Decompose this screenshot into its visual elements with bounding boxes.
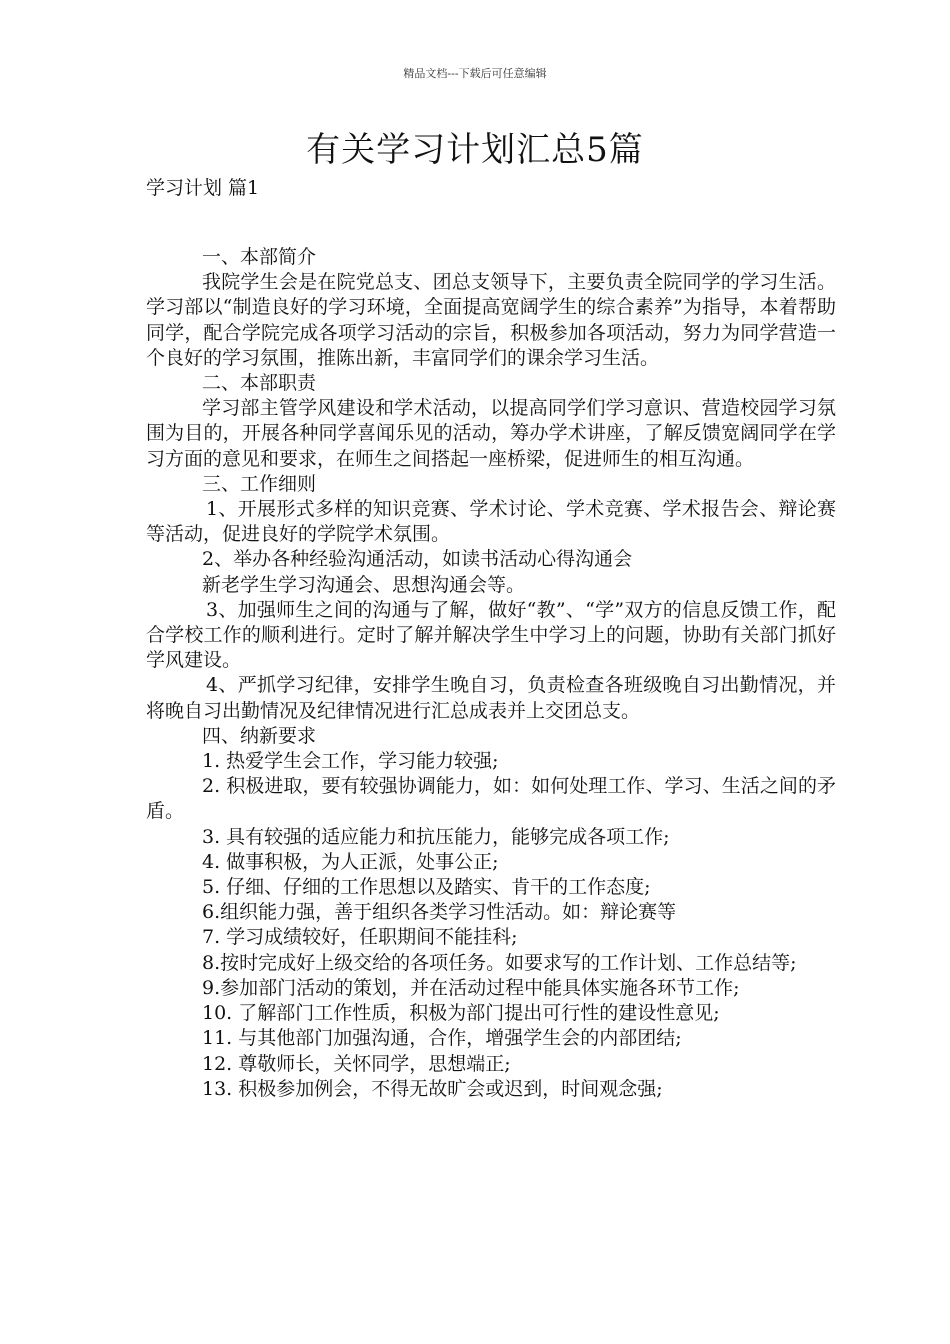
page-header-note: 精品文档---下载后可任意编辑	[403, 67, 547, 80]
list-item: 11. 与其他部门加强沟通，合作，增强学生会的内部团结;	[202, 1027, 682, 1050]
list-item: 4、严抓学习纪律，安排学生晚自习，负责检查各班级晚自习出勤情况，并将晚自习出勤情况及纪律情况进行汇总成表并上交团总支。	[146, 674, 836, 722]
list-item: 5. 仔细、仔细的工作思想以及踏实、肯干的工作态度;	[202, 876, 651, 899]
section-heading: 三、工作细则	[202, 472, 317, 495]
list-item: 10. 了解部门工作性质，积极为部门提出可行性的建设性意见;	[202, 1002, 720, 1025]
document-subtitle: 学习计划 篇1	[146, 177, 260, 199]
section-heading: 一、本部简介	[202, 246, 317, 268]
document-body	[146, 245, 836, 1102]
list-item: 9.参加部门活动的策划，并在活动过程中能具体实施各环节工作;	[202, 976, 740, 999]
list-item: 2、举办各种经验沟通活动，如读书活动心得沟通会	[202, 548, 633, 571]
list-item: 13. 积极参加例会，不得无故旷会或迟到，时间观念强;	[202, 1077, 663, 1100]
list-item: 1. 热爱学生会工作，学习能力较强;	[202, 750, 499, 773]
section-heading: 四、纳新要求	[202, 724, 317, 747]
section-heading: 二、本部职责	[202, 372, 317, 395]
list-item: 2. 积极进取，要有较强协调能力，如：如何处理工作、学习、生活之间的矛盾。	[146, 775, 836, 823]
list-item: 3. 具有较强的适应能力和抗压能力，能够完成各项工作;	[202, 825, 670, 848]
list-item: 8.按时完成好上级交给的各项任务。如要求写的工作计划、工作总结等;	[202, 951, 797, 974]
list-item: 新老学生学习沟通会、思想沟通会等。	[202, 573, 526, 596]
list-item: 7. 学习成绩较好，任职期间不能挂科;	[202, 926, 518, 949]
paragraph: 学习部主管学风建设和学术活动，以提高同学们学习意识、营造校园学习氛围为目的，开展各种同学喜闻乐见的活动，筹办学术讲座，了解反馈宽阔同学在学习方面的意见和要求，在师生之间搭起一座桥梁，促进师生的相互沟通。	[146, 397, 836, 470]
list-item: 1、开展形式多样的知识竞赛、学术讨论、学术竞赛、学术报告会、辩论赛等活动，促进良好的学院学术氛围。	[146, 498, 836, 546]
list-item: 3、加强师生之间的沟通与了解，做好“教”、“学”双方的信息反馈工作，配合学校工作的顺利进行。定时了解并解决学生中学习上的问题，协助有关部门抓好学风建设。	[146, 598, 836, 672]
list-item: 4. 做事积极，为人正派，处事公正;	[202, 850, 499, 873]
list-item: 6.组织能力强，善于组织各类学习性活动。如：辩论赛等	[202, 901, 677, 924]
list-item: 12. 尊敬师长，关怀同学，思想端正;	[202, 1052, 511, 1075]
paragraph: 我院学生会是在院党总支、团总支领导下，主要负责全院同学的学习生活。学习部以“制造良好的学习环境，全面提高宽阔学生的综合素养”为指导，本着帮助同学，配合学院完成各项学习活动的宗旨，积极参加各项活动，努力为同学营造一个良好的学习氛围，推陈出新，丰富同学们的课余学习生活。	[146, 271, 836, 369]
document-title: 有关学习计划汇总5篇	[306, 130, 644, 170]
